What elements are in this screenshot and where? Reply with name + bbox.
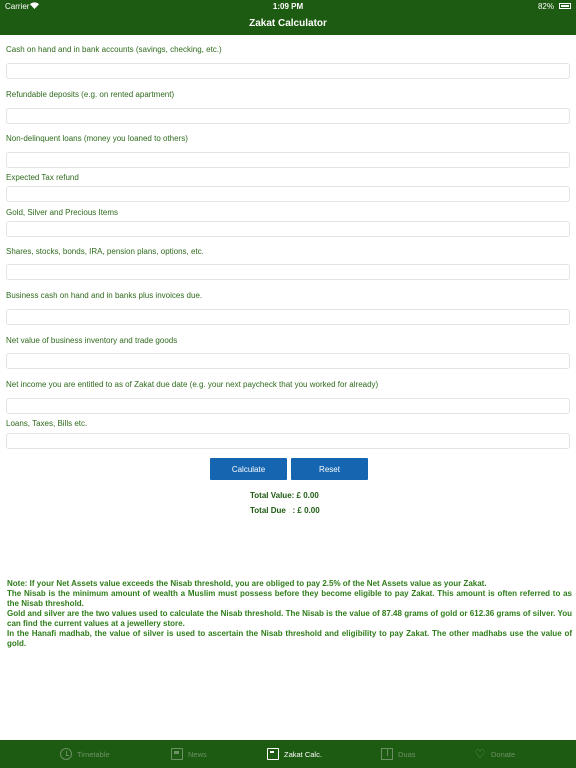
status-bar (0, 0, 576, 13)
tab-timetable[interactable] (60, 740, 110, 768)
nisab-notes (7, 579, 572, 649)
liabilities-input[interactable] (6, 433, 570, 449)
field-label-deposits: Refundable deposits (e.g. on rented apartment) (6, 90, 175, 99)
gold-silver-input[interactable] (6, 221, 570, 237)
tab-bar (0, 740, 576, 768)
nav-bar (0, 13, 576, 35)
field-label-net-income: Net income you are entitled to as of Zakat due date (e.g. your next paycheck that you worked for already) (6, 380, 379, 389)
field-label-gold-silver: Gold, Silver and Precious Items (6, 208, 119, 217)
heart-icon: ♡ (474, 747, 486, 761)
reset-button[interactable]: Reset (291, 458, 368, 480)
battery-percent: 82% (537, 2, 554, 11)
field-label-loans-given: Non-delinquent loans (money you loaned to others) (6, 134, 188, 143)
field-label-business-cash: Business cash on hand and in banks plus invoices due. (6, 291, 203, 300)
note-paragraph: The Nisab is the minimum amount of wealth a Muslim must possess before they become eligible to pay Zakat. This amount is often referred to as the Nisab threshold. (7, 589, 572, 608)
note-paragraph: Note: If your Net Assets value exceeds the Nisab threshold, you are obliged to pay 2.5% of the Net Assets value as your Zakat. (7, 579, 487, 588)
tab-news[interactable] (171, 740, 207, 768)
note-paragraph: In the Hanafi madhab, the value of silver is used to ascertain the Nisab threshold and eligibility to pay Zakat. The other madhabs use the value of gold. (7, 629, 572, 648)
field-label-tax-refund: Expected Tax refund (6, 173, 79, 182)
business-cash-input[interactable] (6, 309, 570, 325)
status-time: 1:09 PM (272, 2, 304, 11)
loans-given-input[interactable] (6, 152, 570, 168)
field-label-shares: Shares, stocks, bonds, IRA, pension plans, options, etc. (6, 247, 204, 256)
field-label-cash: Cash on hand and in bank accounts (savings, checking, etc.) (6, 45, 222, 54)
tab-label: Timetable (77, 749, 110, 759)
tab-label: Zakat Calc. (284, 749, 322, 759)
net-income-input[interactable] (6, 398, 570, 414)
calculator-icon (267, 748, 279, 760)
shares-input[interactable] (6, 264, 570, 280)
battery-icon (559, 3, 571, 9)
cash-input[interactable] (6, 63, 570, 79)
tab-label: Duas (398, 749, 416, 759)
field-label-inventory: Net value of business inventory and trade goods (6, 336, 178, 345)
tab-zakat-calc[interactable] (267, 740, 322, 768)
page-title: Zakat Calculator (249, 18, 327, 29)
inventory-input[interactable] (6, 353, 570, 369)
news-icon (171, 748, 183, 760)
carrier-label: Carrier (5, 2, 30, 11)
field-label-liabilities: Loans, Taxes, Bills etc. (6, 419, 88, 428)
tab-donate[interactable] (474, 740, 515, 768)
tab-duas[interactable] (381, 740, 416, 768)
deposits-input[interactable] (6, 108, 570, 124)
book-icon (381, 748, 393, 760)
total-value: Total Value: £ 0.00 (250, 491, 319, 500)
total-due: Total Due : £ 0.00 (250, 506, 320, 515)
clock-icon (60, 748, 72, 760)
tab-label: News (188, 749, 207, 759)
note-paragraph: Gold and silver are the two values used to calculate the Nisab threshold. The Nisab is the value of 87.48 grams of gold or 612.36 grams of silver. You can find the current values at a jewellery store. (7, 609, 572, 628)
tax-refund-input[interactable] (6, 186, 570, 202)
calculate-button[interactable]: Calculate (210, 458, 287, 480)
tab-label: Donate (491, 749, 516, 759)
